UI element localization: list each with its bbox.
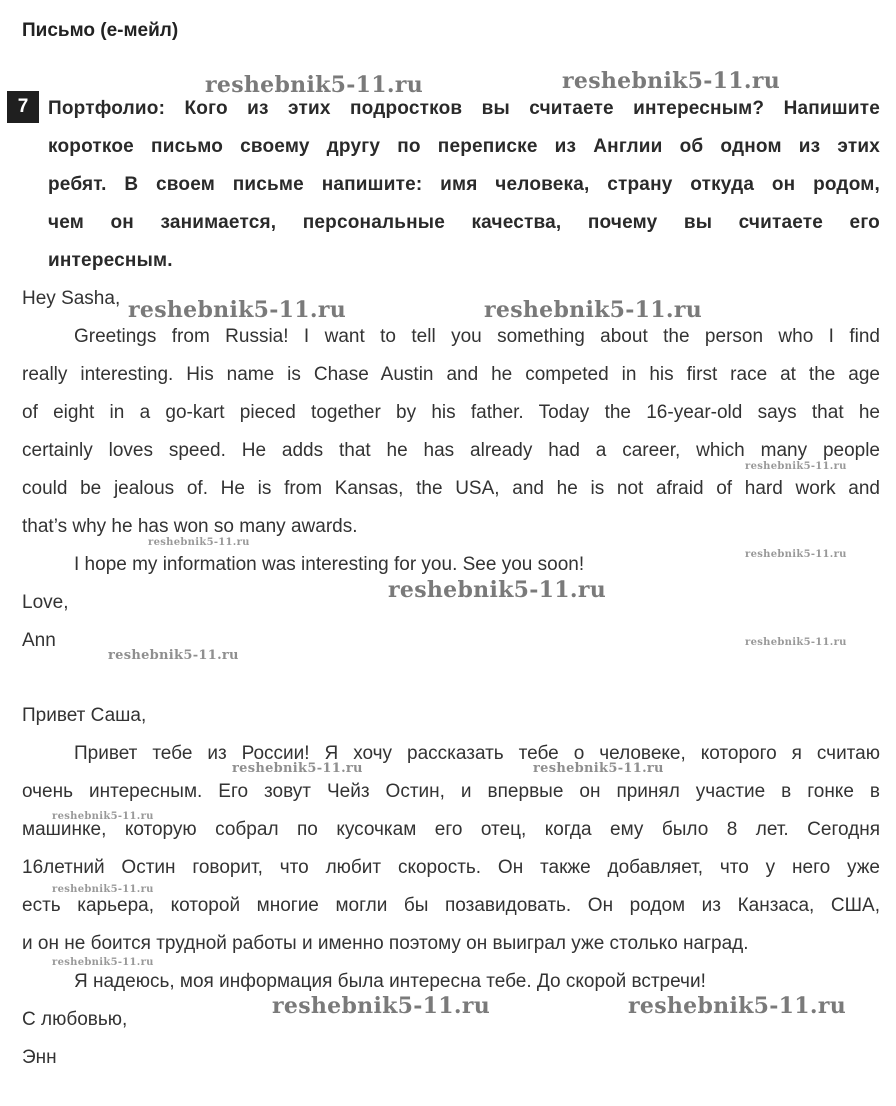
russian-paragraph-line: очень интересным. Его зовут Чейз Остин, и впервые он принял участие в гонке в xyxy=(22,781,880,802)
task-line: интересным. xyxy=(48,250,173,271)
watermark: reshebnik5-11.ru xyxy=(272,993,491,1019)
task-instructions xyxy=(48,90,880,280)
watermark: reshebnik5-11.ru xyxy=(628,993,847,1019)
watermark: reshebnik5-11.ru xyxy=(745,549,847,560)
russian-paragraph-line: Привет тебе из России! Я хочу рассказать тебе о человеке, которого я считаю xyxy=(74,743,880,764)
english-paragraph-line: certainly loves speed. He adds that he has already had a career, which many people xyxy=(22,440,880,461)
watermark: reshebnik5-11.ru xyxy=(388,577,607,603)
task-line: чем он занимается, персональные качества, почему вы считаете его xyxy=(48,212,880,233)
english-closing: Love, xyxy=(22,592,69,613)
task-line: Портфолио: Кого из этих подростков вы считаете интересным? Напишите xyxy=(48,98,880,119)
watermark: reshebnik5-11.ru xyxy=(52,957,154,968)
russian-paragraph-line: есть карьера, которой многие могли бы позавидовать. Он родом из Канзаса, США, xyxy=(22,895,880,916)
english-paragraph-line: of eight in a go-kart pieced together by his father. Today the 16-year-old says that he xyxy=(22,402,880,423)
russian-paragraph-2: Я надеюсь, моя информация была интересна тебе. До скорой встречи! xyxy=(74,971,706,992)
watermark: reshebnik5-11.ru xyxy=(205,72,424,98)
russian-paragraph-line: и он не боится трудной работы и именно поэтому он выиграл уже столько наград. xyxy=(22,933,749,954)
russian-closing: С любовью, xyxy=(22,1009,128,1030)
english-paragraph-line: could be jealous of. He is from Kansas, the USA, and he is not afraid of hard work and xyxy=(22,478,880,499)
watermark: reshebnik5-11.ru xyxy=(745,461,847,472)
task-line: ребят. В своем письме напишите: имя человека, страну откуда он родом, xyxy=(48,174,880,195)
task-number-badge: 7 xyxy=(7,91,39,123)
watermark: reshebnik5-11.ru xyxy=(148,537,250,548)
english-paragraph-line: that’s why he has won so many awards. xyxy=(22,516,358,537)
watermark: reshebnik5-11.ru xyxy=(484,297,703,323)
english-paragraph-2: I hope my information was interesting for you. See you soon! xyxy=(74,554,585,575)
watermark: reshebnik5-11.ru xyxy=(745,637,847,648)
russian-paragraph-line: 16летний Остин говорит, что любит скорость. Он также добавляет, что у него уже xyxy=(22,857,880,878)
watermark: reshebnik5-11.ru xyxy=(128,297,347,323)
watermark: reshebnik5-11.ru xyxy=(52,884,154,895)
task-line: короткое письмо своему другу по переписке из Англии об одном из этих xyxy=(48,136,880,157)
watermark: reshebnik5-11.ru xyxy=(52,811,154,822)
english-signature: Ann xyxy=(22,630,56,651)
english-paragraph-line: Greetings from Russia! I want to tell you something about the person who I find xyxy=(74,326,880,347)
russian-signature: Энн xyxy=(22,1047,57,1068)
watermark: reshebnik5-11.ru xyxy=(108,648,239,663)
section-heading: Письмо (е-мейл) xyxy=(22,20,179,41)
watermark: reshebnik5-11.ru xyxy=(232,761,363,776)
watermark: reshebnik5-11.ru xyxy=(533,761,664,776)
watermark: reshebnik5-11.ru xyxy=(562,68,781,94)
english-greeting: Hey Sasha, xyxy=(22,288,121,309)
english-paragraph-line: really interesting. His name is Chase Austin and he competed in his first race at the age xyxy=(22,364,880,385)
russian-paragraph-line: машинке, которую собрал по кусочкам его отец, когда ему было 8 лет. Сегодня xyxy=(22,819,880,840)
russian-greeting: Привет Саша, xyxy=(22,705,147,726)
